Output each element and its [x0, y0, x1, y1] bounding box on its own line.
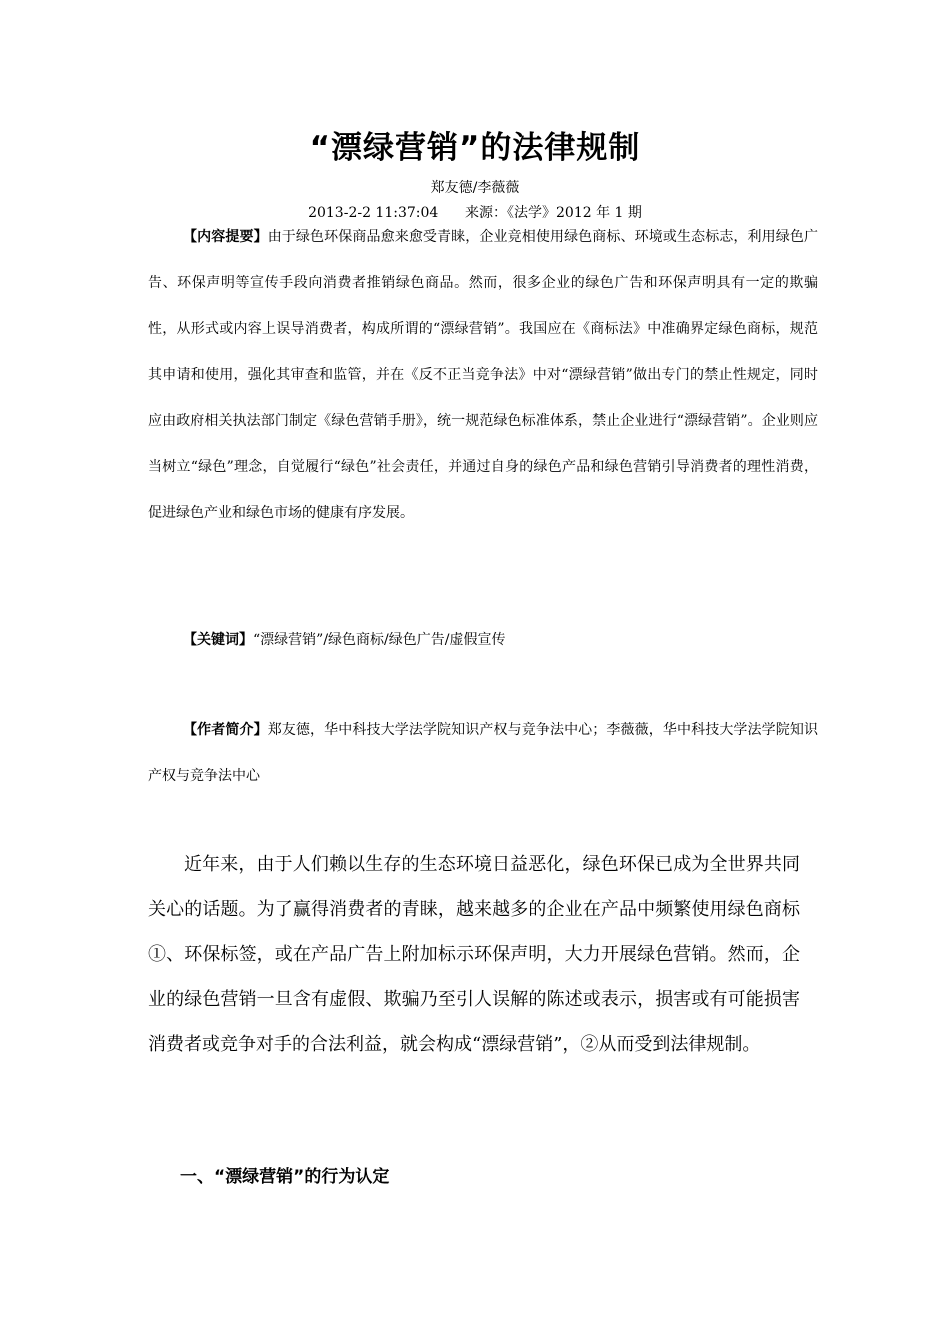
body-paragraph: 近年来，由于人们赖以生存的生态环境日益恶化，绿色环保已成为全世界共同关心的话题。为了赢得消费者的青睐，越来越多的企业在产品中频繁使用绿色商标①、环保标签，或在产品广告上附加标示环保声明，大力开展绿色营销。然而，企业的绿色营销一旦含有虚假、欺骗乃至引人误解的陈述或表示，损害或有可能损害消费者或竞争对手的合法利益，就会构成“漂绿营销”，②从而受到法律规制。: [148, 854, 800, 1055]
abstract-paragraph: [148, 214, 818, 536]
author-names: 郑友德/李薇薇: [430, 180, 520, 196]
keywords-paragraph: [148, 617, 818, 663]
author-intro-text: 郑友德，华中科技大学法学院知识产权与竞争法中心；李薇薇，华中科技大学法学院知识产权与竞争法中心: [148, 722, 819, 784]
publication-source: 来源：《法学》2012 年 1 期: [465, 205, 642, 221]
author-intro-paragraph: [148, 707, 818, 799]
abstract-label: 【内容提要】: [183, 229, 268, 245]
document-title: “漂绿营销”的法律规制: [309, 130, 641, 166]
keywords-label: 【关键词】: [183, 632, 253, 648]
publication-datetime: 2013-2-2 11:37:04: [308, 205, 439, 221]
author-intro-label: 【作者简介】: [183, 722, 268, 738]
keywords-text: “漂绿营销”/绿色商标/绿色广告/虚假宣传: [253, 632, 506, 648]
abstract-text: 由于绿色环保商品愈来愈受青睐，企业竞相使用绿色商标、环境或生态标志，利用绿色广告、环保声明等宣传手段向消费者推销绿色商品。然而，很多企业的绿色广告和环保声明具有一定的欺骗性，从形式或内容上误导消费者，构成所谓的“漂绿营销”。我国应在《商标法》中准确界定绿色商标，规范其申请和使用，强化其审查和监管，并在《反不正当竞争法》中对“漂绿营销”做出专门的禁止性规定，同时应由政府相关执法部门制定《绿色营销手册》，统一规范绿色标准体系，禁止企业进行“漂绿营销”。企业则应当树立“绿色”理念，自觉履行“绿色”社会责任，并通过自身的绿色产品和绿色营销引导消费者的理性消费，促进绿色产业和绿色市场的健康有序发展。: [148, 229, 819, 521]
section-heading: 一、“漂绿营销”的行为认定: [180, 1167, 390, 1187]
